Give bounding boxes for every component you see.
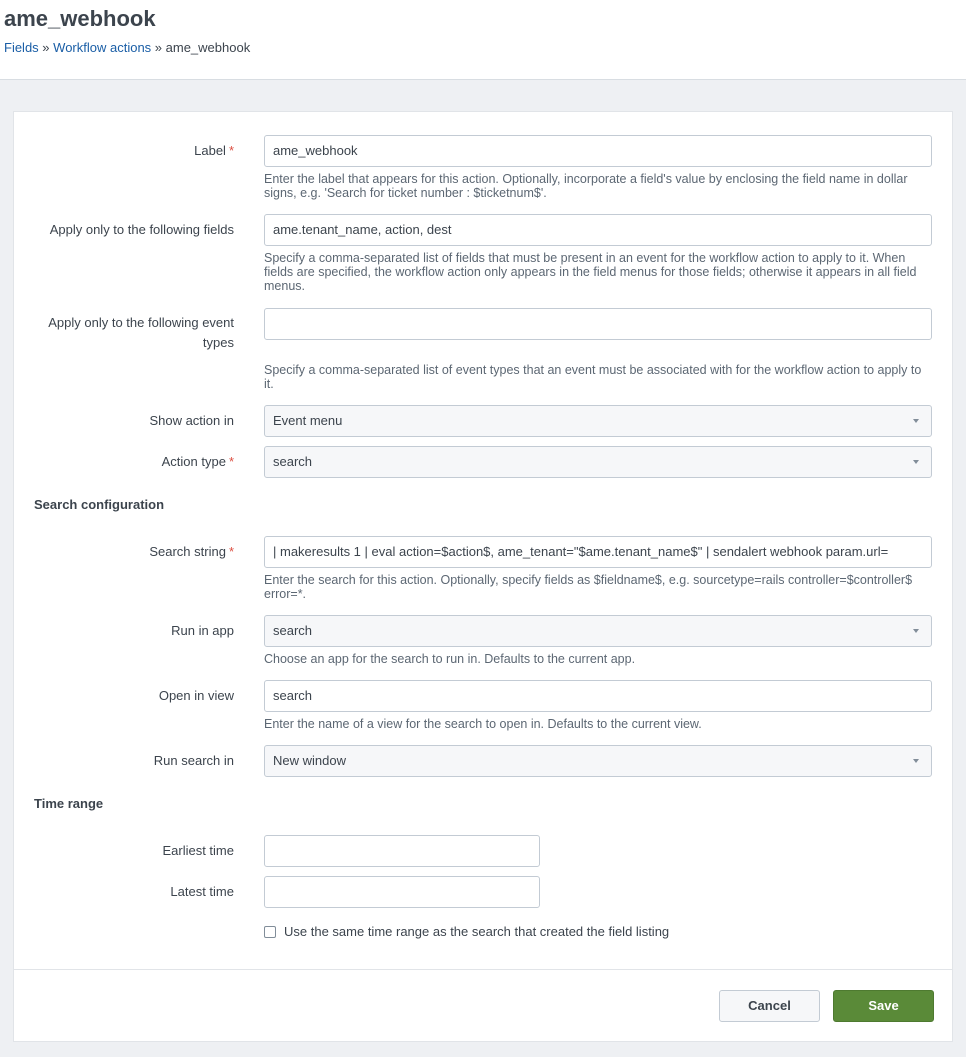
page-title: ame_webhook — [4, 6, 156, 31]
footer-divider — [14, 969, 952, 970]
time-range-heading: Time range — [34, 796, 104, 811]
same-time-range-checkbox[interactable] — [264, 926, 276, 938]
event-types-input[interactable] — [264, 308, 932, 340]
latest-time-field-label: Latest time — [170, 884, 234, 899]
page-header — [0, 0, 966, 80]
form-panel — [13, 111, 953, 1042]
run-in-app-field-label: Run in app — [171, 623, 234, 638]
breadcrumb-fields-link[interactable]: Fields — [4, 40, 39, 55]
breadcrumb-separator: » — [38, 40, 54, 55]
required-marker: * — [228, 544, 234, 559]
same-time-range-checkbox-row[interactable] — [264, 924, 669, 939]
run-in-app-select[interactable]: search — [264, 615, 932, 647]
label-field-label: Label * — [194, 143, 234, 158]
same-time-range-label: Use the same time range as the search that created the field listing — [284, 924, 670, 939]
run-search-in-field-label: Run search in — [153, 753, 234, 768]
breadcrumb-workflow-actions-link[interactable]: Workflow actions — [53, 40, 152, 55]
caret-down-icon — [913, 419, 919, 423]
action-type-field-label: Action type * — [161, 454, 234, 469]
earliest-time-field-label: Earliest time — [162, 843, 234, 858]
open-in-view-help-text: Enter the name of a view for the search to open in. Defaults to the current view. — [264, 717, 702, 731]
fields-field-label: Apply only to the following fields — [49, 222, 234, 237]
open-in-view-field-label: Open in view — [158, 688, 234, 703]
breadcrumb-separator: » — [151, 40, 166, 55]
action-type-select[interactable]: search — [264, 446, 932, 478]
event-types-help-text: Specify a comma-separated list of event types that an event must be associated with for the workflow action to apply to it. — [264, 363, 922, 391]
cancel-button[interactable]: Cancel — [719, 990, 820, 1022]
breadcrumb — [4, 40, 250, 55]
earliest-time-input[interactable] — [264, 835, 540, 867]
label-input[interactable]: ame_webhook — [264, 135, 932, 167]
event-types-field-label: Apply only to the following event types — [48, 315, 234, 350]
required-marker: * — [228, 454, 234, 469]
open-in-view-input[interactable]: search — [264, 680, 932, 712]
fields-help-text: Specify a comma-separated list of fields that must be present in an event for the workflow action to apply to it. When fields are specified, the workflow action only appears in the field menus for those fields; otherwise it appears in all field menus. — [264, 251, 917, 293]
latest-time-input[interactable] — [264, 876, 540, 908]
required-marker: * — [228, 143, 234, 158]
search-string-input[interactable]: | makeresults 1 | eval action=$action$, ame_tenant="$ame.tenant_name$" | sendalert webhook param.url= — [264, 536, 932, 568]
run-in-app-help-text: Choose an app for the search to run in. Defaults to the current app. — [264, 652, 636, 666]
search-string-field-label: Search string * — [149, 544, 234, 559]
show-action-field-label: Show action in — [149, 413, 234, 428]
fields-input[interactable]: ame.tenant_name, action, dest — [264, 214, 932, 246]
caret-down-icon — [913, 629, 919, 633]
search-configuration-heading: Search configuration — [34, 497, 165, 512]
label-help-text: Enter the label that appears for this action. Optionally, incorporate a field's value by enclosing the field name in dollar signs, e.g. 'Search for ticket number : $ticketnum$'. — [264, 172, 908, 200]
show-action-select[interactable]: Event menu — [264, 405, 932, 437]
breadcrumb-current: ame_webhook — [165, 40, 251, 55]
caret-down-icon — [913, 759, 919, 763]
save-button[interactable]: Save — [833, 990, 934, 1022]
search-string-help-text: Enter the search for this action. Optionally, specify fields as $fieldname$, e.g. sourcetype=rails controller=$controller$ error=*. — [264, 573, 913, 601]
caret-down-icon — [913, 460, 919, 464]
run-search-in-select[interactable]: New window — [264, 745, 932, 777]
